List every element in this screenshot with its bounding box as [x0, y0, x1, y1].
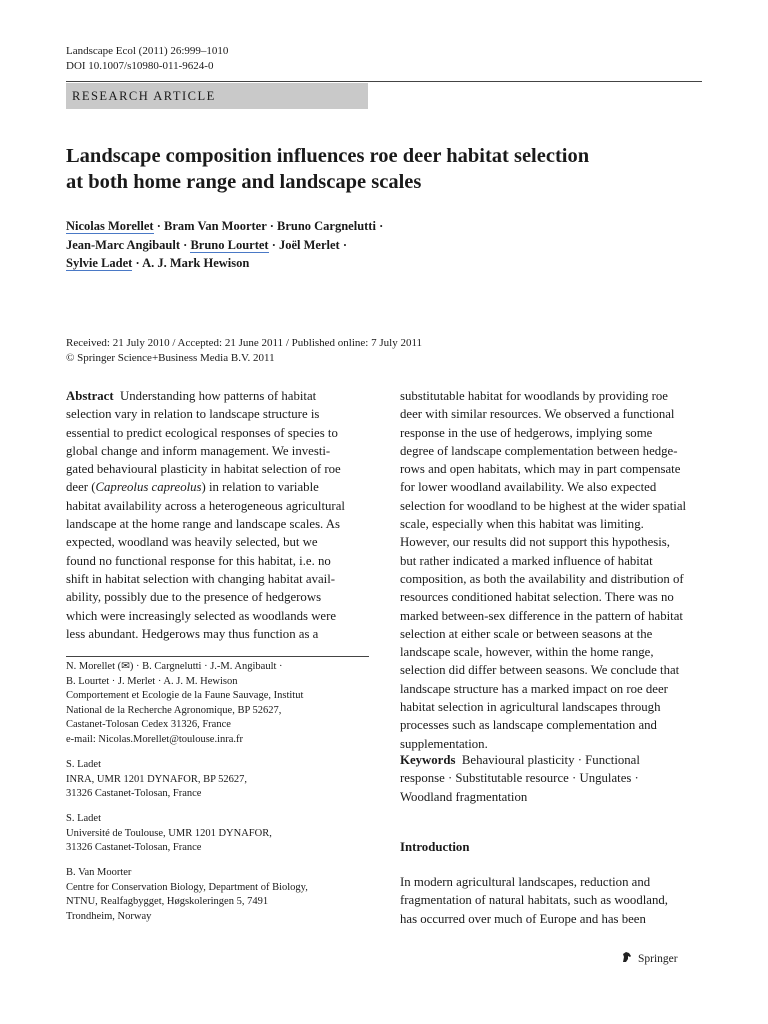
abstract-line: composition, as both the availability and distribution of	[400, 571, 684, 586]
springer-horse-icon	[620, 950, 634, 967]
abstract-line: selection did differ between seasons. We conclude that	[400, 663, 680, 678]
abstract-line: for lower woodland availability. We also expected	[400, 480, 657, 495]
abstract-line: essential to predict ecological responses of species to	[66, 425, 338, 440]
affiliation-line: Comportement et Ecologie de la Faune Sauvage, Institut	[66, 690, 304, 701]
abstract-line: expected, woodland was heavily selected, but we	[66, 535, 318, 550]
keywords-heading: Keywords	[400, 753, 456, 767]
affiliation-line: N. Morellet (✉) · B. Cargnelutti · J.-M. Angibault ·	[66, 661, 283, 672]
affiliation-line: Castanet-Tolosan Cedex 31326, France	[66, 719, 231, 730]
author-link[interactable]: Bruno Lourtet	[190, 237, 269, 252]
affiliation-line: S. Ladet	[66, 813, 101, 824]
abstract-line: shift in habitat selection with changing habitat avail-	[66, 571, 336, 586]
article-type-banner: RESEARCH ARTICLE	[66, 83, 368, 109]
introduction-text	[400, 873, 703, 928]
abstract-line: which were increasingly selected as woodlands were	[66, 608, 337, 623]
journal-citation	[66, 44, 228, 74]
affiliation-line: INRA, UMR 1201 DYNAFOR, BP 52627,	[66, 773, 248, 785]
abstract-line: habitat availability across a heterogeneous agricultural	[66, 498, 345, 513]
abstract-line: global change and inform management. We investi-	[66, 443, 331, 458]
affiliation-line: Trondheim, Norway	[66, 910, 152, 922]
title-line-2: at both home range and landscape scales	[66, 171, 422, 193]
affiliation-line: NTNU, Realfagbygget, Høgskoleringen 5, 7491	[66, 896, 269, 907]
publication-history	[66, 336, 422, 366]
abstract-line: landscape structure has a marked impact on roe deer	[400, 681, 668, 696]
intro-line: has occurred over much of Europe and has been	[400, 911, 646, 926]
author-list	[66, 217, 486, 273]
abstract-deer-suffix: )	[201, 480, 206, 495]
journal-volume-line: Landscape Ecol (2011) 26:999–1010	[66, 45, 229, 57]
abstract-line: in relation to variable	[209, 480, 319, 495]
species-name: Capreolus capreolus	[95, 480, 202, 495]
abstract-line: selection at either scale or between seasons at the	[400, 626, 653, 641]
author-line-2: Jean-Marc Angibault · Bruno Lourtet · Joël Merlet ·	[66, 237, 348, 252]
author-name: Jean-Marc Angibault	[66, 237, 181, 252]
abstract-line: substitutable habitat for woodlands by providing roe	[400, 389, 668, 403]
affiliation-line: S. Ladet	[66, 759, 101, 770]
affiliation-block-2	[66, 758, 376, 802]
author-line-3: Sylvie Ladet · A. J. Mark Hewison	[66, 256, 250, 270]
keywords-line: response · Substitutable resource · Ungulates ·	[400, 771, 639, 786]
article-title	[66, 143, 706, 195]
intro-line: fragmentation of natural habitats, such as woodland,	[400, 893, 668, 908]
intro-line: In modern agricultural landscapes, reduction and	[400, 875, 651, 889]
author-line-1: Nicolas Morellet · Bram Van Moorter · Bruno Cargnelutti ·	[66, 219, 384, 233]
abstract-line: ability, possibly due to the presence of hedgerows	[66, 590, 322, 605]
header-rule	[66, 81, 702, 82]
abstract-line: less abundant. Hedgerows may thus function as a	[66, 626, 319, 641]
footnote-rule	[66, 656, 369, 657]
publisher-name: Springer	[638, 952, 678, 965]
abstract-line: found no functional response for this habitat, i.e. no	[66, 553, 331, 568]
doi-line: DOI 10.1007/s10980-011-9624-0	[66, 60, 214, 72]
abstract-line: supplementation.	[400, 736, 488, 751]
copyright: © Springer Science+Business Media B.V. 2011	[66, 352, 275, 364]
abstract-line: response in the use of hedgerows, implying some	[400, 425, 653, 440]
title-line-1: Landscape composition influences roe deer habitat selection	[66, 145, 590, 167]
abstract-line: but rather indicated a marked influence of habitat	[400, 553, 653, 568]
author-link[interactable]: Nicolas Morellet	[66, 219, 154, 233]
abstract-line: Understanding how patterns of habitat	[120, 389, 317, 403]
keywords-line: Woodland fragmentation	[400, 789, 528, 804]
affiliation-block-3	[66, 812, 376, 856]
abstract-line: landscape scale, however, within the home range,	[400, 645, 654, 660]
abstract-line: processes such as landscape complementation and	[400, 718, 657, 733]
affiliation-block-4	[66, 866, 376, 924]
abstract-deer-prefix: deer (	[66, 480, 96, 495]
affiliation-line: 31326 Castanet-Tolosan, France	[66, 788, 202, 799]
keywords-line: Behavioural plasticity · Functional	[461, 753, 640, 767]
abstract-line: selection vary in relation to landscape structure is	[66, 407, 320, 422]
author-name: A. J. Mark Hewison	[142, 256, 250, 270]
abstract-right-column	[400, 387, 703, 753]
abstract-heading: Abstract	[66, 389, 114, 403]
abstract-line: gated behavioural plasticity in habitat selection of roe	[66, 462, 341, 477]
abstract-line: degree of landscape complementation between hedge-	[400, 443, 678, 458]
affiliation-block-1	[66, 660, 376, 747]
author-name: Bruno Cargnelutti	[276, 219, 376, 233]
abstract-line: However, our results did not support this hypothesis,	[400, 535, 670, 550]
abstract-left-column	[66, 387, 369, 643]
abstract-line: rows and open habitats, which may in part compensate	[400, 462, 681, 477]
keywords-block	[400, 751, 703, 806]
abstract-line: deer with similar resources. We observed a functional	[400, 407, 675, 422]
publisher-logo	[620, 950, 678, 967]
abstract-line: resources conditioned habitat selection. There was no	[400, 590, 674, 605]
affiliation-line: National de la Recherche Agronomique, BP 52627,	[66, 704, 282, 716]
introduction-heading: Introduction	[400, 840, 470, 854]
abstract-line: landscape at the home range and landscape scales. As	[66, 517, 340, 532]
email-line[interactable]: e-mail: Nicolas.Morellet@toulouse.inra.fr	[66, 733, 244, 745]
author-name: Joël Merlet	[278, 237, 340, 252]
affiliation-line: 31326 Castanet-Tolosan, France	[66, 842, 202, 853]
author-name: Bram Van Moorter	[164, 219, 267, 233]
affiliation-line: B. Van Moorter	[66, 867, 132, 878]
author-link[interactable]: Sylvie Ladet	[66, 256, 133, 270]
abstract-line: marked between-sex difference in the pattern of habitat	[400, 608, 683, 623]
abstract-line: habitat selection in agricultural landscapes through	[400, 700, 661, 715]
affiliation-line: Centre for Conservation Biology, Department of Biology,	[66, 881, 308, 893]
affiliation-line: B. Lourtet · J. Merlet · A. J. M. Hewison	[66, 675, 238, 687]
received-dates: Received: 21 July 2010 / Accepted: 21 June 2011 / Published online: 7 July 2011	[66, 337, 423, 349]
affiliation-line: Université de Toulouse, UMR 1201 DYNAFOR,	[66, 827, 272, 839]
abstract-line: selection for woodland to be highest at the wider spatial	[400, 498, 687, 513]
abstract-line: scale, especially when this habitat was limiting.	[400, 517, 644, 532]
